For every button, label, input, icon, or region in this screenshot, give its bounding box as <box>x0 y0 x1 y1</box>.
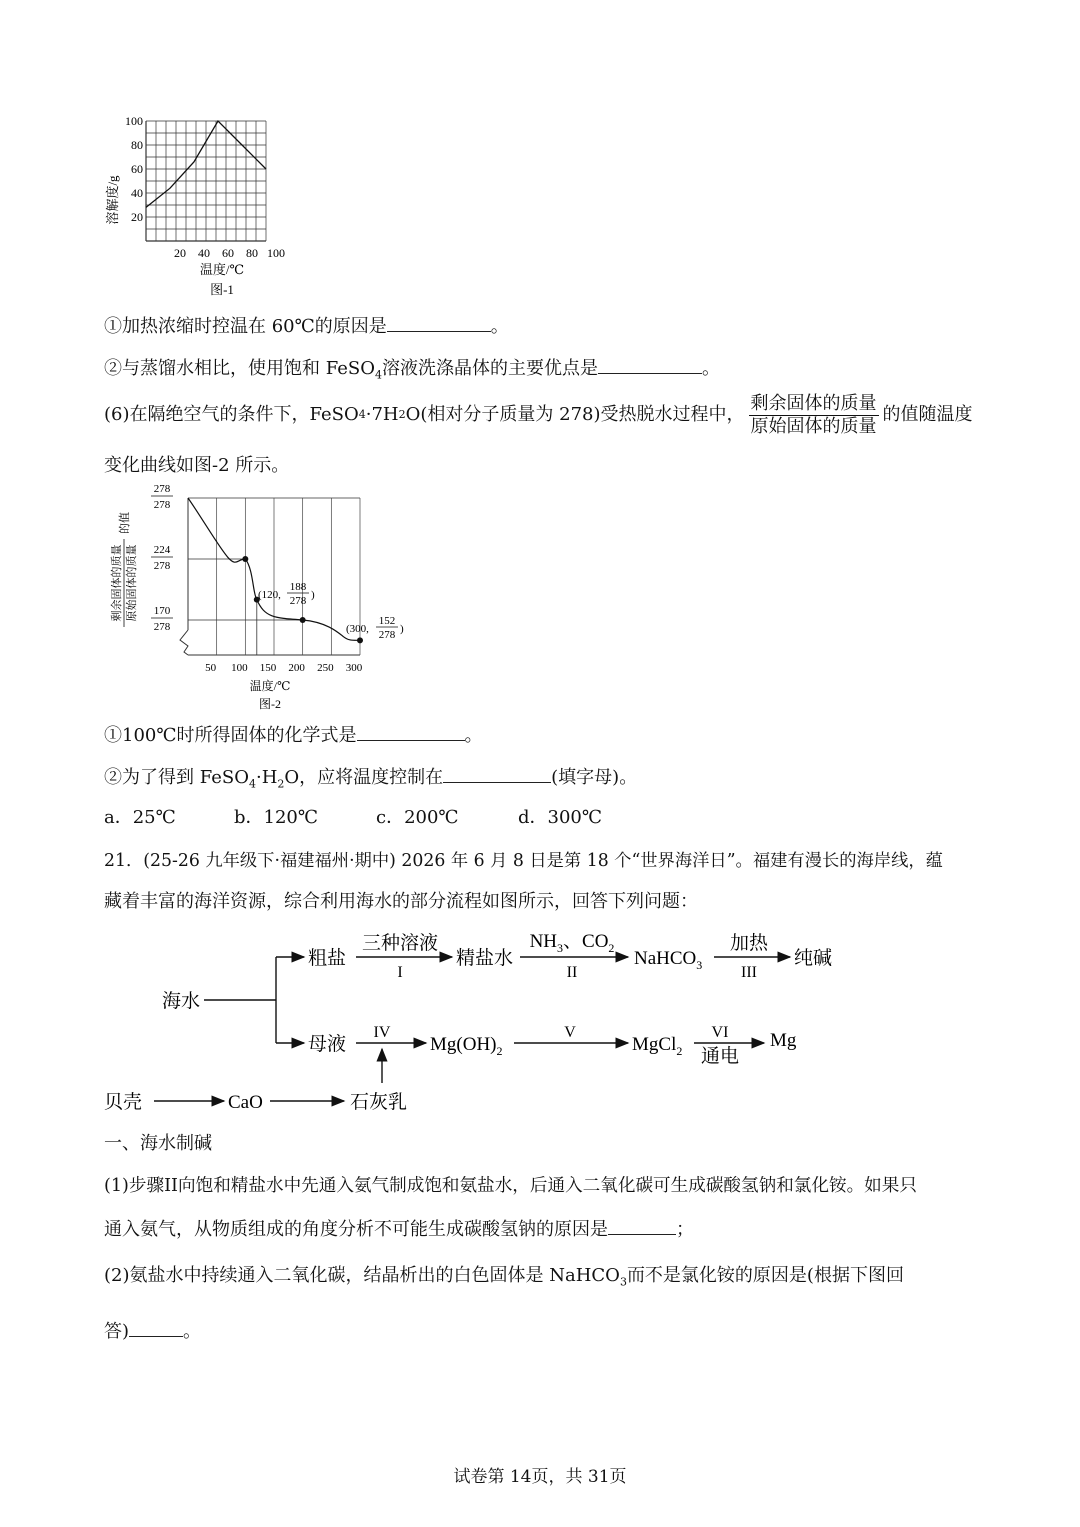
q6-text-2: ·7H <box>365 404 399 425</box>
node-mgcl2: MgCl$_2$ <box>632 1034 683 1058</box>
fig1-x-tick: 60 <box>222 246 234 260</box>
answer-blank[interactable] <box>129 1318 183 1337</box>
fig2-y-tick-den: 278 <box>153 620 171 633</box>
ann2-post: ) <box>400 623 404 635</box>
fig2-x-tick: 200 <box>288 662 305 674</box>
step-4-label: IV <box>373 1024 391 1041</box>
fig2-data-point <box>357 637 363 643</box>
q21-line-2: 藏着丰富的海洋资源，综合利用海水的部分流程如图所示，回答下列问题： <box>104 891 698 912</box>
figure-2 <box>100 480 420 712</box>
subscript: 2 <box>398 408 406 421</box>
step-3-label: 加热 <box>729 933 769 954</box>
flow-diagram <box>100 925 860 1120</box>
q6-stem <box>104 389 973 441</box>
node-nahco3: NaHCO$_3$ <box>634 948 703 972</box>
fig1-y-tick: 20 <box>131 210 143 224</box>
ann2-den: 278 <box>378 629 396 641</box>
fig2-annotation-120 <box>258 581 315 607</box>
node-crude-salt: 粗盐 <box>308 948 347 969</box>
q6-text-3: O(相对分子质量为 278)受热脱水过程中， <box>405 404 745 425</box>
fraction-denominator: 原始固体的质量 <box>750 415 877 437</box>
fig2-y-tick-num: 278 <box>153 483 171 495</box>
fig2-caption: 图-2 <box>259 697 281 711</box>
q5-item-2 <box>104 355 720 388</box>
fig2-x-label: 温度/℃ <box>249 679 291 693</box>
fig1-x-tick: 20 <box>174 246 186 260</box>
node-seawater: 海水 <box>162 991 201 1012</box>
q6-item-2 <box>104 764 637 797</box>
fig1-x-tick: 80 <box>246 246 258 260</box>
fig1-grid <box>146 121 266 241</box>
q6-fraction <box>749 393 879 438</box>
fig1-x-label: 温度/℃ <box>199 262 245 277</box>
q6-item-1 <box>104 722 483 748</box>
q5-item-2-end: 。 <box>701 358 720 379</box>
option-b[interactable]: b．120℃ <box>234 807 319 828</box>
fig2-annotation-300 <box>346 615 404 641</box>
q6-text-4: 的值随温度 <box>882 404 973 425</box>
option-d[interactable]: d．300℃ <box>518 807 603 828</box>
q5-item-2-text-2: 溶液洗涤晶体的主要优点是 <box>381 358 598 379</box>
q5-item-1-end: 。 <box>490 316 509 337</box>
figure-1 <box>100 108 300 304</box>
fig2-data-point <box>242 556 248 562</box>
ann1-post: ) <box>311 589 315 601</box>
node-soda-ash: 纯碱 <box>794 948 833 969</box>
fig2-y-label-den: 原始固体的质量 <box>126 544 138 622</box>
fig1-y-tick: 100 <box>125 114 143 128</box>
subscript: 4 <box>248 777 256 791</box>
q5-item-1-text: ①加热浓缩时控温在 60℃的原因是 <box>104 316 387 337</box>
fig2-axis-break <box>180 630 188 655</box>
node-cao: CaO <box>228 1092 263 1113</box>
fig2-grid <box>180 498 360 655</box>
answer-blank[interactable] <box>608 1216 676 1235</box>
fig2-x-tick: 250 <box>317 662 334 674</box>
fig1-y-ticks <box>125 114 143 224</box>
fig1-y-tick: 80 <box>131 138 143 152</box>
ann1-num: 188 <box>289 581 307 593</box>
p1-text: 通入氨气，从物质组成的角度分析不可能生成碳酸氢钠的原因是 <box>104 1219 608 1240</box>
fig1-y-tick: 40 <box>131 186 143 200</box>
p1-line-1: (1)步骤II向饱和精盐水中先通入氨气制成饱和氨盐水，后通入二氧化碳可生成碳酸氢钠和氯化铵。如果只 <box>104 1176 917 1196</box>
fig2-y-label-num: 剩余固体的质量 <box>111 544 123 622</box>
option-a[interactable]: a．25℃ <box>104 807 176 828</box>
node-lime-milk: 石灰乳 <box>350 1092 408 1113</box>
fig2-curve <box>188 498 363 643</box>
option-c[interactable]: c．200℃ <box>376 807 459 828</box>
step-2-number: II <box>566 964 578 981</box>
fig2-y-label <box>109 512 138 627</box>
answer-blank[interactable] <box>387 313 491 332</box>
q6-item-2-text-2: ·H <box>255 767 278 788</box>
subscript: 3 <box>619 1275 627 1289</box>
fig2-y-tick-num: 170 <box>153 604 171 617</box>
node-mother-liquor: 母液 <box>308 1034 347 1055</box>
section-heading: 一、海水制碱 <box>104 1133 212 1154</box>
q5-item-1 <box>104 313 509 339</box>
p1-line-2 <box>104 1216 694 1242</box>
q6-item-2-end: (填字母)。 <box>551 767 638 788</box>
fig1-y-label: 溶解度/g <box>105 175 120 225</box>
fig1-caption: 图-1 <box>210 282 234 297</box>
p2-line-2 <box>104 1318 201 1344</box>
q6-item-2-text-3: O，应将温度控制在 <box>284 767 444 788</box>
p2-text: (2)氨盐水中持续通入二氧化碳，结晶析出的白色固体是 NaHCO <box>104 1265 620 1286</box>
page-footer: 试卷第 14页，共 31页 <box>453 1467 627 1487</box>
fig2-data-point <box>300 617 306 623</box>
fig1-x-tick: 40 <box>198 246 210 260</box>
fig2-y-ticks <box>151 483 173 633</box>
fig2-x-tick: 300 <box>345 662 363 674</box>
fig2-x-ticks <box>205 662 363 674</box>
step-2-label: $NH_3$、$CO_2$ <box>529 931 615 955</box>
ann1-den: 278 <box>289 595 307 607</box>
fraction-numerator: 剩余固体的质量 <box>750 392 877 414</box>
step-1-number: I <box>397 964 403 981</box>
answer-blank[interactable] <box>357 722 465 741</box>
p2-end: 。 <box>183 1321 202 1342</box>
step-6-condition: 通电 <box>700 1046 740 1067</box>
fig1-y-tick: 60 <box>131 162 143 176</box>
subscript: 2 <box>277 777 285 791</box>
fig2-y-tick-den: 278 <box>153 499 171 511</box>
fig2-x-tick: 100 <box>231 662 248 674</box>
step-3-number: III <box>741 964 757 981</box>
answer-blank[interactable] <box>443 764 551 783</box>
ann2-num: 152 <box>378 615 396 627</box>
fig2-x-tick: 150 <box>259 662 277 674</box>
ann2-pre: (300, <box>346 623 369 635</box>
fig2-x-tick: 50 <box>205 662 217 674</box>
p1-end: ； <box>676 1219 694 1240</box>
answer-blank[interactable] <box>598 355 702 374</box>
node-shell: 贝壳 <box>104 1092 143 1113</box>
subscript: 4 <box>374 368 382 382</box>
subscript: 4 <box>358 408 366 421</box>
node-mgoh2: $Mg(OH)_2$ <box>430 1034 503 1058</box>
q6-stem-line-2: 变化曲线如图-2 所示。 <box>104 455 290 476</box>
p2-text-3: 答) <box>104 1321 130 1342</box>
fig1-x-tick: 100 <box>267 246 285 260</box>
node-refined-brine: 精盐水 <box>456 948 514 969</box>
q6-item-1-text: ①100℃时所得固体的化学式是 <box>104 725 357 746</box>
fig1-x-ticks <box>174 246 285 260</box>
ann1-pre: (120, <box>258 589 281 601</box>
q6-text: (6)在隔绝空气的条件下，FeSO <box>104 404 359 425</box>
p2-text-2: 而不是氯化铵的原因是(根据下图回 <box>626 1265 904 1286</box>
q6-item-1-end: 。 <box>464 725 483 746</box>
fig2-y-tick-den: 278 <box>153 559 171 572</box>
fig2-y-label-suffix: 的值 <box>119 512 131 534</box>
q5-item-2-text: ②与蒸馏水相比，使用饱和 FeSO <box>104 358 375 379</box>
p2-line-1 <box>104 1264 904 1295</box>
step-1-label: 三种溶液 <box>361 933 439 954</box>
fig2-y-tick-num: 224 <box>153 543 171 556</box>
q21-line-1: 21．(25-26 九年级下·福建福州·期中) 2026 年 6 月 8 日是第 18 个“世界海洋日”。福建有漫长的海岸线，蕴 <box>104 851 943 871</box>
q6-item-2-text: ②为了得到 FeSO <box>104 767 249 788</box>
step-5-label: V <box>564 1024 576 1041</box>
node-mg: Mg <box>770 1030 797 1051</box>
step-6-label: VI <box>711 1024 729 1041</box>
